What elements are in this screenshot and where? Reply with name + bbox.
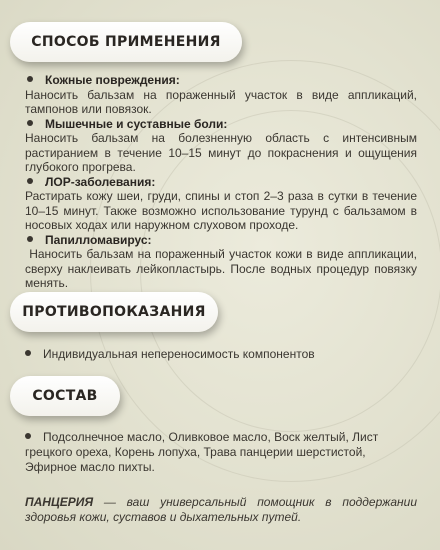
- bullet-icon: [25, 350, 31, 356]
- composition-title: СОСТАВ: [32, 388, 98, 404]
- bullet-icon: [27, 236, 33, 242]
- contraindications-list: [25, 347, 417, 362]
- section-title-composition: [10, 376, 120, 416]
- composition-item: Подсолнечное масло, Оливковое масло, Воск желтый, Лист грецкого ореха, Корень лопуха, Трава панцерии шерстистой, Эфирное масло пихты.: [25, 430, 379, 474]
- footer-tagline: [25, 495, 417, 524]
- section-title-usage: [10, 22, 242, 62]
- usage-item-head: Папилломавирус:: [45, 232, 152, 247]
- usage-item: [25, 117, 417, 175]
- usage-item-head: Кожные повреждения:: [45, 73, 180, 87]
- section-title-contraindications: [10, 292, 218, 332]
- bullet-icon: [25, 433, 31, 439]
- usage-item-head: Мышечные и суставные боли:: [45, 116, 228, 131]
- usage-list: [25, 73, 421, 291]
- tagline-text: — ваш универсальный помощник в поддержании здоровья кожи, суставов и дыхательных путей.: [25, 495, 417, 524]
- composition-list: [25, 430, 417, 475]
- usage-item-head: ЛОР-заболевания:: [45, 174, 156, 189]
- usage-item: [25, 175, 417, 233]
- usage-title: СПОСОБ ПРИМЕНЕНИЯ: [31, 34, 221, 50]
- bullet-icon: [27, 120, 33, 126]
- usage-item-text: Растирать кожу шеи, груди, спины и стоп 2–3 раза в сутки в течение 10–15 минут. Также возможно использование турунд с бальзамом в носовых ходах или наружном слуховом проходе.: [25, 189, 417, 232]
- usage-item: [25, 232, 421, 291]
- usage-item-text: Наносить бальзам на пораженный участок кожи в виде аппликации, сверху наклеивать лейкопластырь. После водных процедур повязку менять.: [25, 247, 421, 290]
- brand-name: ПАНЦЕРИЯ: [25, 495, 94, 509]
- usage-item-text: Наносить бальзам на пораженный участок в виде аппликаций, тампонов или повязок.: [25, 87, 417, 116]
- usage-item: [25, 73, 417, 117]
- bullet-icon: [27, 178, 33, 184]
- contraindications-title: ПРОТИВОПОКАЗАНИЯ: [22, 304, 206, 320]
- contraindications-item: Индивидуальная непереносимость компонентов: [43, 347, 315, 361]
- bullet-icon: [27, 76, 33, 82]
- usage-item-text: Наносить бальзам на болезненную область с интенсивным растиранием в течение 10–15 минут до покраснения и ощущения глубокого прогрева.: [25, 131, 417, 174]
